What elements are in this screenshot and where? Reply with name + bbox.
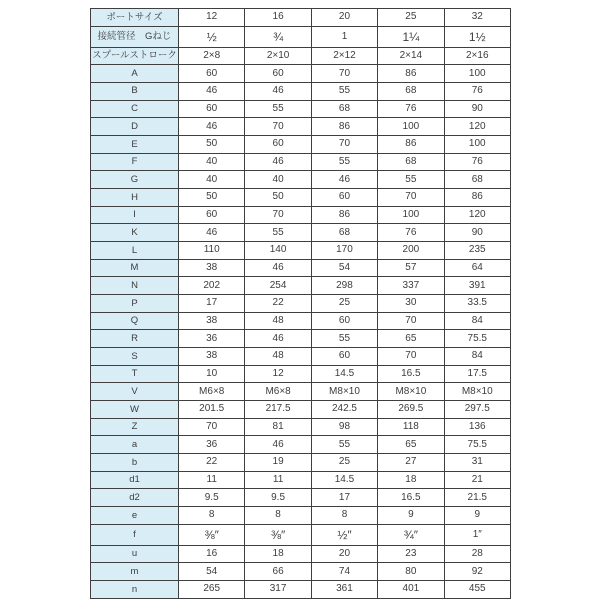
- value-cell: ½″: [311, 524, 377, 545]
- value-cell: 19: [245, 454, 311, 472]
- value-cell: 298: [311, 277, 377, 295]
- value-cell: 76: [378, 100, 444, 118]
- value-cell: 86: [311, 206, 377, 224]
- value-cell: 46: [179, 82, 245, 100]
- table-row: [91, 277, 511, 295]
- value-cell: 86: [444, 188, 510, 206]
- table-row: [91, 135, 511, 153]
- value-cell: 254: [245, 277, 311, 295]
- value-cell: 17.5: [444, 365, 510, 383]
- table-row: [91, 259, 511, 277]
- value-cell: 110: [179, 241, 245, 259]
- value-cell: 16: [179, 545, 245, 563]
- row-label-cell: ポートサイズ: [91, 9, 179, 27]
- value-cell: 70: [179, 418, 245, 436]
- value-cell: 86: [378, 65, 444, 83]
- value-cell: ¾″: [378, 524, 444, 545]
- table-row: [91, 188, 511, 206]
- value-cell: 98: [311, 418, 377, 436]
- value-cell: 11: [179, 471, 245, 489]
- value-cell: 50: [179, 188, 245, 206]
- header-row: [91, 26, 511, 47]
- value-cell: 46: [311, 171, 377, 189]
- row-label-cell: f: [91, 524, 179, 545]
- value-cell: 90: [444, 224, 510, 242]
- value-cell: 38: [179, 312, 245, 330]
- table-row: [91, 471, 511, 489]
- value-cell: 68: [378, 82, 444, 100]
- value-cell: 76: [444, 153, 510, 171]
- value-cell: 455: [444, 580, 510, 598]
- value-cell: 48: [245, 347, 311, 365]
- value-cell: 8: [311, 507, 377, 525]
- row-label-cell: m: [91, 563, 179, 581]
- value-cell: M8×10: [444, 383, 510, 401]
- value-cell: 118: [378, 418, 444, 436]
- value-cell: 202: [179, 277, 245, 295]
- row-label-cell: H: [91, 188, 179, 206]
- value-cell: 46: [245, 436, 311, 454]
- value-cell: 9: [444, 507, 510, 525]
- value-cell: 54: [311, 259, 377, 277]
- row-label-cell: I: [91, 206, 179, 224]
- row-label-cell: a: [91, 436, 179, 454]
- table-row: [91, 82, 511, 100]
- value-cell: 68: [444, 171, 510, 189]
- value-cell: 36: [179, 330, 245, 348]
- table-row: [91, 524, 511, 545]
- value-cell: 170: [311, 241, 377, 259]
- value-cell: 76: [378, 224, 444, 242]
- value-cell: 76: [444, 82, 510, 100]
- value-cell: 17: [311, 489, 377, 507]
- value-cell: 16.5: [378, 489, 444, 507]
- value-cell: 46: [179, 224, 245, 242]
- table-row: [91, 401, 511, 419]
- table-row: [91, 489, 511, 507]
- value-cell: 11: [245, 471, 311, 489]
- value-cell: 40: [179, 153, 245, 171]
- table-row: [91, 330, 511, 348]
- row-label-cell: S: [91, 347, 179, 365]
- row-label-cell: F: [91, 153, 179, 171]
- value-cell: 55: [311, 330, 377, 348]
- row-label-cell: M: [91, 259, 179, 277]
- value-cell: 32: [444, 9, 510, 27]
- row-label-cell: N: [91, 277, 179, 295]
- value-cell: 16: [245, 9, 311, 27]
- table-row: [91, 100, 511, 118]
- value-cell: 36: [179, 436, 245, 454]
- row-label-cell: d2: [91, 489, 179, 507]
- value-cell: 12: [179, 9, 245, 27]
- value-cell: 9: [378, 507, 444, 525]
- value-cell: 8: [245, 507, 311, 525]
- value-cell: 20: [311, 9, 377, 27]
- value-cell: 200: [378, 241, 444, 259]
- value-cell: ⅜″: [179, 524, 245, 545]
- value-cell: M8×10: [378, 383, 444, 401]
- value-cell: 68: [311, 100, 377, 118]
- row-label-cell: W: [91, 401, 179, 419]
- header-row: [91, 47, 511, 65]
- row-label-cell: スプールストローク: [91, 47, 179, 65]
- table-row: [91, 153, 511, 171]
- table-row: [91, 171, 511, 189]
- dimension-spec-table: [90, 8, 511, 599]
- value-cell: 84: [444, 312, 510, 330]
- value-cell: 140: [245, 241, 311, 259]
- value-cell: 74: [311, 563, 377, 581]
- table-row: [91, 507, 511, 525]
- value-cell: 50: [179, 135, 245, 153]
- table-row: [91, 563, 511, 581]
- value-cell: 2×12: [311, 47, 377, 65]
- table-row: [91, 545, 511, 563]
- row-label-cell: 接続管径 Gねじ: [91, 26, 179, 47]
- value-cell: 70: [245, 206, 311, 224]
- table-row: [91, 65, 511, 83]
- row-label-cell: n: [91, 580, 179, 598]
- value-cell: 217.5: [245, 401, 311, 419]
- row-label-cell: Z: [91, 418, 179, 436]
- table-row: [91, 365, 511, 383]
- value-cell: 65: [378, 330, 444, 348]
- value-cell: 50: [245, 188, 311, 206]
- row-label-cell: d1: [91, 471, 179, 489]
- row-label-cell: e: [91, 507, 179, 525]
- row-label-cell: b: [91, 454, 179, 472]
- value-cell: 70: [378, 188, 444, 206]
- value-cell: 23: [378, 545, 444, 563]
- row-label-cell: C: [91, 100, 179, 118]
- value-cell: 9.5: [245, 489, 311, 507]
- value-cell: 70: [311, 65, 377, 83]
- value-cell: 54: [179, 563, 245, 581]
- value-cell: 8: [179, 507, 245, 525]
- value-cell: 21.5: [444, 489, 510, 507]
- value-cell: 55: [311, 436, 377, 454]
- row-label-cell: u: [91, 545, 179, 563]
- value-cell: 64: [444, 259, 510, 277]
- value-cell: 242.5: [311, 401, 377, 419]
- value-cell: 86: [378, 135, 444, 153]
- value-cell: 21: [444, 471, 510, 489]
- table-row: [91, 580, 511, 598]
- value-cell: 55: [378, 171, 444, 189]
- value-cell: 2×10: [245, 47, 311, 65]
- row-label-cell: E: [91, 135, 179, 153]
- value-cell: 14.5: [311, 365, 377, 383]
- value-cell: 60: [311, 188, 377, 206]
- value-cell: 46: [245, 259, 311, 277]
- value-cell: 30: [378, 294, 444, 312]
- value-cell: 75.5: [444, 330, 510, 348]
- value-cell: 100: [444, 135, 510, 153]
- dimension-table-body: [91, 9, 511, 599]
- value-cell: 9.5: [179, 489, 245, 507]
- value-cell: 20: [311, 545, 377, 563]
- row-label-cell: A: [91, 65, 179, 83]
- row-label-cell: D: [91, 118, 179, 136]
- value-cell: 60: [179, 206, 245, 224]
- value-cell: 68: [311, 224, 377, 242]
- value-cell: 1: [311, 26, 377, 47]
- value-cell: 100: [378, 206, 444, 224]
- value-cell: 391: [444, 277, 510, 295]
- value-cell: 40: [245, 171, 311, 189]
- row-label-cell: R: [91, 330, 179, 348]
- value-cell: 201.5: [179, 401, 245, 419]
- value-cell: 38: [179, 259, 245, 277]
- row-label-cell: V: [91, 383, 179, 401]
- value-cell: 10: [179, 365, 245, 383]
- value-cell: 25: [311, 294, 377, 312]
- value-cell: 25: [311, 454, 377, 472]
- row-label-cell: T: [91, 365, 179, 383]
- value-cell: 66: [245, 563, 311, 581]
- value-cell: 84: [444, 347, 510, 365]
- value-cell: 401: [378, 580, 444, 598]
- value-cell: 68: [378, 153, 444, 171]
- value-cell: ½: [179, 26, 245, 47]
- value-cell: 1″: [444, 524, 510, 545]
- table-row: [91, 118, 511, 136]
- table-row: [91, 418, 511, 436]
- value-cell: 81: [245, 418, 311, 436]
- table-row: [91, 347, 511, 365]
- value-cell: 27: [378, 454, 444, 472]
- value-cell: 60: [245, 65, 311, 83]
- value-cell: 38: [179, 347, 245, 365]
- row-label-cell: G: [91, 171, 179, 189]
- value-cell: 317: [245, 580, 311, 598]
- value-cell: 90: [444, 100, 510, 118]
- value-cell: 70: [311, 135, 377, 153]
- row-label-cell: K: [91, 224, 179, 242]
- value-cell: 46: [179, 118, 245, 136]
- row-label-cell: P: [91, 294, 179, 312]
- value-cell: 70: [378, 347, 444, 365]
- table-row: [91, 241, 511, 259]
- value-cell: 60: [179, 100, 245, 118]
- value-cell: 22: [245, 294, 311, 312]
- value-cell: 1½: [444, 26, 510, 47]
- value-cell: 55: [245, 224, 311, 242]
- table-row: [91, 312, 511, 330]
- value-cell: 136: [444, 418, 510, 436]
- value-cell: 18: [378, 471, 444, 489]
- value-cell: 60: [245, 135, 311, 153]
- value-cell: 14.5: [311, 471, 377, 489]
- value-cell: 1¼: [378, 26, 444, 47]
- value-cell: 55: [311, 82, 377, 100]
- value-cell: 46: [245, 82, 311, 100]
- value-cell: M6×8: [179, 383, 245, 401]
- row-label-cell: L: [91, 241, 179, 259]
- value-cell: 46: [245, 330, 311, 348]
- value-cell: 17: [179, 294, 245, 312]
- value-cell: ¾: [245, 26, 311, 47]
- value-cell: 92: [444, 563, 510, 581]
- table-row: [91, 454, 511, 472]
- header-row: [91, 9, 511, 27]
- value-cell: 65: [378, 436, 444, 454]
- value-cell: 60: [179, 65, 245, 83]
- value-cell: 70: [245, 118, 311, 136]
- table-row: [91, 294, 511, 312]
- value-cell: 269.5: [378, 401, 444, 419]
- table-row: [91, 383, 511, 401]
- value-cell: 120: [444, 206, 510, 224]
- value-cell: 16.5: [378, 365, 444, 383]
- value-cell: 60: [311, 347, 377, 365]
- table-row: [91, 224, 511, 242]
- value-cell: 100: [444, 65, 510, 83]
- value-cell: M6×8: [245, 383, 311, 401]
- row-label-cell: B: [91, 82, 179, 100]
- value-cell: 40: [179, 171, 245, 189]
- table-row: [91, 206, 511, 224]
- value-cell: 2×14: [378, 47, 444, 65]
- value-cell: 57: [378, 259, 444, 277]
- value-cell: 120: [444, 118, 510, 136]
- table-row: [91, 436, 511, 454]
- value-cell: 18: [245, 545, 311, 563]
- value-cell: 265: [179, 580, 245, 598]
- value-cell: 48: [245, 312, 311, 330]
- value-cell: 33.5: [444, 294, 510, 312]
- value-cell: 75.5: [444, 436, 510, 454]
- value-cell: 31: [444, 454, 510, 472]
- value-cell: 22: [179, 454, 245, 472]
- value-cell: 55: [245, 100, 311, 118]
- value-cell: 337: [378, 277, 444, 295]
- value-cell: 25: [378, 9, 444, 27]
- value-cell: 70: [378, 312, 444, 330]
- value-cell: 46: [245, 153, 311, 171]
- value-cell: 100: [378, 118, 444, 136]
- value-cell: 86: [311, 118, 377, 136]
- row-label-cell: Q: [91, 312, 179, 330]
- value-cell: 2×8: [179, 47, 245, 65]
- value-cell: 235: [444, 241, 510, 259]
- value-cell: 55: [311, 153, 377, 171]
- value-cell: 28: [444, 545, 510, 563]
- value-cell: 297.5: [444, 401, 510, 419]
- value-cell: 60: [311, 312, 377, 330]
- value-cell: 361: [311, 580, 377, 598]
- value-cell: ⅜″: [245, 524, 311, 545]
- value-cell: 80: [378, 563, 444, 581]
- value-cell: 12: [245, 365, 311, 383]
- value-cell: 2×16: [444, 47, 510, 65]
- value-cell: M8×10: [311, 383, 377, 401]
